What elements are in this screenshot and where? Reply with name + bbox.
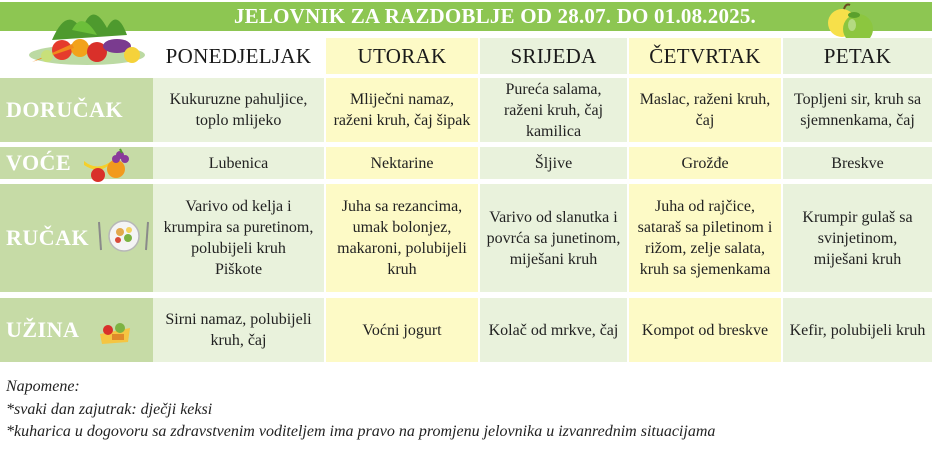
- day-header-petak: PETAK: [783, 38, 932, 74]
- menu-cell: Varivo od slanutka i povrća sa junetinom, miješani kruh: [480, 184, 627, 292]
- fruit-icon: [80, 147, 132, 183]
- menu-cell: Mliječni namaz, raženi kruh, čaj šipak: [326, 78, 478, 142]
- row-label-text: VOĆE: [6, 150, 72, 175]
- menu-cell: Maslac, raženi kruh, čaj: [629, 78, 781, 142]
- notes-section: [6, 376, 715, 444]
- menu-cell: Breskve: [783, 147, 932, 179]
- page-title: JELOVNIK ZA RAZDOBLJE OD 28.07. DO 01.08.2025.: [158, 2, 932, 31]
- note-item: *svaki dan zajutrak: dječji keksi: [6, 400, 213, 418]
- row-label-dorucak: [0, 78, 153, 142]
- menu-cell: Kolač od mrkve, čaj: [480, 298, 627, 362]
- menu-cell: Krumpir gulaš sa svinjetinom, miješani kruh: [783, 184, 932, 292]
- menu-cell: Topljeni sir, kruh sa sjemnenkama, čaj: [783, 78, 932, 142]
- menu-cell: Pureća salama, raženi kruh, čaj kamilica: [480, 78, 627, 142]
- plate-icon: [96, 218, 152, 254]
- vegetables-icon: [22, 0, 152, 72]
- menu-cell: Varivo od kelja i krumpira sa puretinom, polubijeli kruh Piškote: [153, 184, 324, 292]
- menu-cell: Kompot od breskve: [629, 298, 781, 362]
- menu-cell: Grožđe: [629, 147, 781, 179]
- note-item: *kuharica u dogovoru sa zdravstvenim voditeljem ima pravo na promjenu jelovnika u izvanrednim situacijama: [6, 423, 716, 440]
- day-header-utorak: UTORAK: [326, 38, 478, 74]
- row-label-text: RUČAK: [6, 225, 90, 250]
- menu-cell: Voćni jogurt: [326, 298, 478, 362]
- menu-cell: Sirni namaz, polubijeli kruh, čaj: [153, 298, 324, 362]
- day-header-srijeda: SRIJEDA: [480, 38, 627, 74]
- menu-cell: Juha od rajčice, sataraš sa piletinom i rižom, zelje salata, kruh sa sjemenkama: [629, 184, 781, 292]
- snack-icon: [96, 318, 134, 346]
- row-label-text: DORUČAK: [6, 97, 124, 122]
- menu-cell: Kefir, polubijeli kruh: [783, 298, 932, 362]
- day-header-ponedjeljak: PONEDJELJAK: [153, 38, 324, 74]
- day-header-cetvrtak: ČETVRTAK: [629, 38, 781, 74]
- menu-cell: Lubenica: [153, 147, 324, 179]
- row-label-text: UŽINA: [6, 317, 80, 342]
- menu-cell: Juha sa rezancima, umak bolonjez, makaroni, polubijeli kruh: [326, 184, 478, 292]
- notes-heading: Napomene:: [6, 378, 80, 395]
- menu-cell: Kukuruzne pahuljice, toplo mlijeko: [153, 78, 324, 142]
- menu-cell: Nektarine: [326, 147, 478, 179]
- menu-cell: Šljive: [480, 147, 627, 179]
